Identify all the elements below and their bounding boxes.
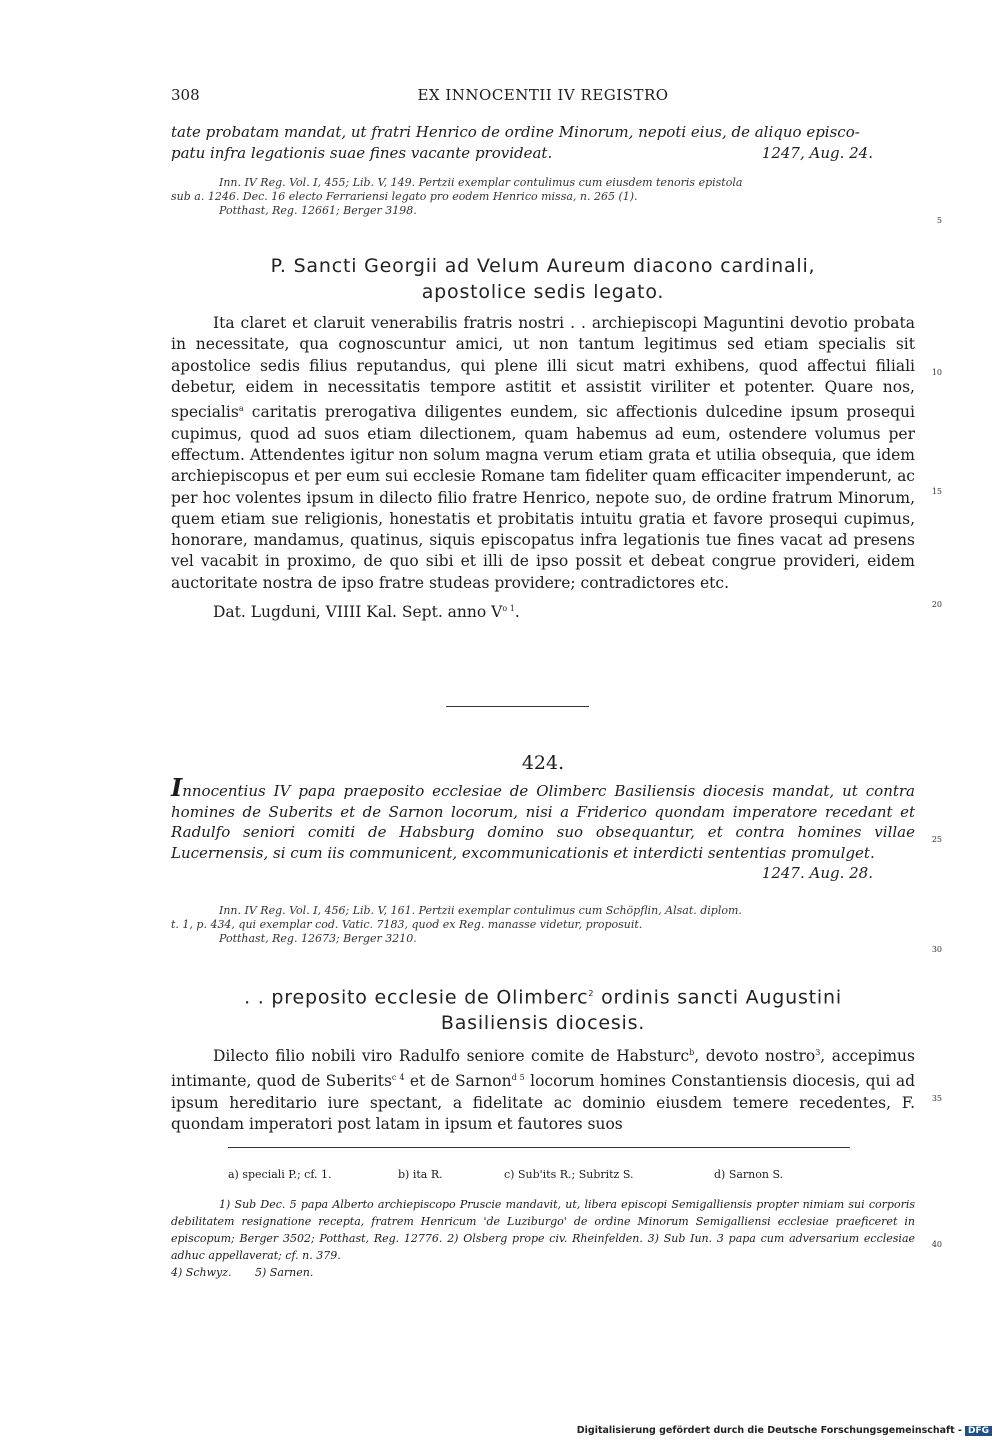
ref-line: t. 1, p. 434, qui exemplar cod. Vatic. 7183, quod ex Reg. manasse videtur, proposuit. [171, 918, 643, 931]
ref-line: sub a. 1246. Dec. 16 electo Ferrariensi legato pro eodem Henrico missa, n. 265 (1). [171, 190, 638, 203]
letter-2-body [171, 1042, 915, 1136]
ref-line: Potthast, Reg. 12673; Berger 3210. [219, 932, 417, 945]
apparatus-mark: d 5 [511, 1073, 525, 1083]
footnote-rule [228, 1147, 850, 1148]
line-number: 5 [936, 216, 942, 225]
apparatus-notes [228, 1166, 868, 1184]
line-number: 40 [931, 1240, 942, 1249]
letter-text: caritatis prerogativa diligentes eundem, sic affectionis dulcedine ipsum prosequi cupimus, quod ad suos etiam dilectionem, quam habemus ad eum, ostendere volumus per effectum. Attendentes igitur non solum magna verum etiam grata et utilia obsequia, que idem archiepiscopus et per eum sui ecclesie Romane tam fideliter quam efficaciter impenderunt, ac per hoc volentes ipsum in dilecto filio fratre Henrico, nepote suo, de ordine fratrum Minorum, quem etiam sue religionis, honestatis et probitatis intuitu gratia et favore prosequi cupimus, honorare, mandamus, quatinus, siquis episcopatus infra legationis tue fines vacat ad presens vel vacabit in proximo, de quo sibi et illi de ipso possit et debeat congrue provideri, eidem auctoritate nostra de ipso fratre studeas providere; contradictores etc. [171, 403, 915, 592]
apparatus-note: a) speciali P.; cf. 1. [228, 1168, 332, 1181]
letter-text: Ita claret et claruit venerabilis fratris nostri . . archiepiscopi Maguntini devotio probata in necessitate, qua cognoscuntur amici, ut non tantum legitimus sed etiam specialis sit apostolice sedis filius reputandus, qui plene illi sicut matri exhibens, quod affectui filiali debetur, eidem in necessitatis tempore astitit et assistit viriliter et potenter. Quare nos, specialis [171, 314, 915, 422]
footnote-mark: 2 [588, 989, 595, 998]
footnote: 4) Schwyz. [171, 1266, 232, 1279]
letter-text: Dilecto filio nobili viro Radulfo seniore comite de Habsturc [213, 1047, 690, 1066]
regest-424-refs [171, 904, 915, 946]
apparatus-mark: c 4 [391, 1073, 405, 1083]
ref-line: Inn. IV Reg. Vol. I, 456; Lib. V, 161. Pertzii exemplar contulimus cum Schöpflin, Alsat. diplom. [219, 904, 742, 917]
letter-text: et de Sarnon [404, 1072, 512, 1091]
digitization-footer [577, 1425, 992, 1436]
address-heading-1 [171, 253, 915, 305]
regest-424 [171, 773, 915, 884]
running-title: EX INNOCENTII IV REGISTRO [417, 86, 669, 104]
regest-text: nnocentius IV papa praeposito ecclesiae de Olimberc Basiliensis diocesis mandat, ut contra homines de Suberits et de Sarnon locorum, nisi a Friderico quondam imperatore recedant et Radulfo seniori comiti de Habsburg domino suo obsequantur, et contra homines villae Lucernensis, si cum iis communicent, excommunicationis et interdicti sententias promulget. [171, 782, 915, 862]
running-header [171, 86, 915, 108]
apparatus-mark: a [238, 404, 244, 414]
regest-date: 1247. Aug. 28. [761, 864, 873, 882]
line-number: 20 [931, 600, 942, 609]
footnote: 1) Sub Dec. 5 papa Alberto archiepiscopo Pruscie mandavit, ut, libera episcopi Semigalliensis propter nimiam sui corporis debilitatem resignatione recepta, fratrem Henricum 'de Luziburgo' de ordine Minorum Semigalliensi ecclesiae praeficeret in episcopum; Berger 3502; Potthast, Reg. 12776. [171, 1198, 915, 1245]
address-line [171, 981, 915, 1010]
dating-clause: Dat. Lugduni, VIIII Kal. Sept. anno V [213, 603, 503, 622]
line-number: 10 [931, 368, 942, 377]
footnote: 3) Sub Iun. 3 papa cum adversarium ecclesiae adhuc appellaverat; cf. n. 379. [171, 1232, 916, 1262]
apparatus-note: c) Sub'its R.; Subritz S. [504, 1168, 634, 1181]
dating-end: . [514, 603, 520, 622]
letter-1-body [171, 313, 915, 623]
section-separator [446, 706, 589, 707]
address-text: ordinis sancti Augustini [594, 986, 842, 1009]
prev-regest [171, 122, 915, 163]
explanatory-footnotes [171, 1196, 915, 1281]
footnote: 2) Olsberg prope civ. Rheinfelden. [447, 1232, 643, 1245]
ref-line: Inn. IV Reg. Vol. I, 455; Lib. V, 149. Pertzii exemplar contulimus cum eiusdem tenoris epistola [219, 176, 743, 189]
prev-regest-line1: tate probatam mandat, ut fratri Henrico de ordine Minorum, nepoti eius, de aliquo episco- [171, 123, 860, 141]
letter-text: locorum homines Constantiensis diocesis, qui ad ipsum hereditario iure spectant, a fidelitate ac dominio eiusdem temere recedentes, F. quondam imperatori post latam in ipsum et fautores suos [171, 1072, 915, 1134]
apparatus-mark: b [689, 1048, 695, 1057]
apparatus-note: b) ita R. [398, 1168, 443, 1181]
dating-sup: o 1 [502, 604, 515, 614]
initial-letter: I [171, 773, 183, 802]
footnote-mark: 3 [815, 1048, 821, 1057]
line-number: 30 [931, 945, 942, 954]
page-number: 308 [171, 86, 200, 104]
address-line: P. Sancti Georgii ad Velum Aureum diacono cardinali, [270, 255, 816, 277]
address-text: . . preposito ecclesie de Olimberc [244, 986, 589, 1009]
prev-regest-text: patu infra legationis suae fines vacante provideat. [171, 143, 553, 162]
ref-line: Potthast, Reg. 12661; Berger 3198. [219, 204, 417, 217]
line-number: 35 [931, 1094, 942, 1103]
apparatus-note: d) Sarnon S. [714, 1168, 784, 1181]
line-number: 15 [931, 487, 942, 496]
letter-text: , devoto nostro [694, 1047, 816, 1066]
letter-text: , accepimus intimante, quod de Suberits [171, 1047, 915, 1091]
line-number: 25 [931, 835, 942, 844]
footer-text: Digitalisierung gefördert durch die Deutsche Forschungsgemeinschaft - [576, 1425, 962, 1436]
document-number: 424. [521, 752, 565, 774]
prev-regest-refs [171, 176, 915, 218]
footnote: 5) Sarnen. [255, 1266, 314, 1279]
dfg-logo: DFG [965, 1426, 992, 1436]
prev-regest-date: 1247, Aug. 24. [761, 143, 873, 162]
address-line: Basiliensis diocesis. [440, 1012, 646, 1035]
address-line: apostolice sedis legato. [421, 281, 665, 303]
prev-regest-line2 [171, 143, 915, 164]
address-heading-2 [171, 981, 915, 1036]
